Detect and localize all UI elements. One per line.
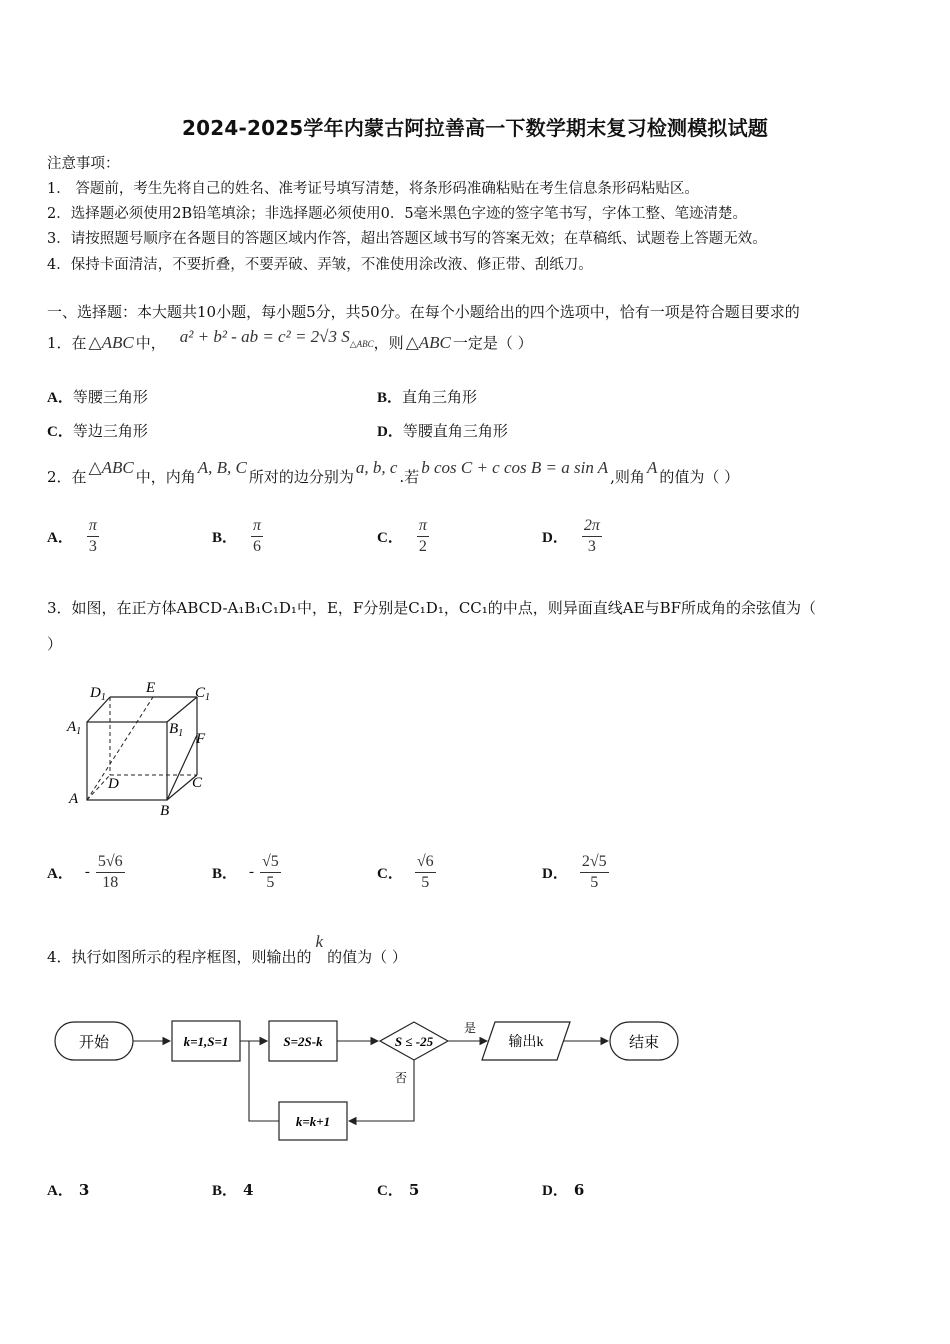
cube-figure [60,675,230,820]
notice-item: 1． 答题前，考生先将自己的姓名、准考证号填写清楚，将条形码准确粘贴在考生信息条形码粘贴区。 [47,181,699,197]
label-a: A [69,791,79,807]
q3-option-b: B． - $\frac{√5}{5}$ [212,853,279,891]
q1-triangle-2: △ABC [405,332,451,352]
question-2: 2．在 △ABC 中，内角 A, B, C 所对的边分别为 a, b, c .若 b cos C + c cos B = a sin A ,则角 A 的值为（ ） [47,458,740,486]
q4-option-d: D． 6 [542,1181,585,1199]
q2-triangle: △ABC [88,458,134,477]
q1-option-c: C．等边三角形 [47,422,148,440]
q4-option-a: A． 3 [47,1181,90,1199]
q2-equation: b cos C + c cos B = a sin A [421,458,609,477]
q1-option-b: B．直角三角形 [377,388,478,406]
q4-option-c: C． 5 [377,1181,420,1199]
flow-update-label: S=2S-k [283,1034,323,1049]
q1-formula: a² + b² - ab = c² = 2√3 S [179,326,350,346]
question-1 [47,326,533,353]
q1-end: 一定是（ ） [452,334,533,352]
flow-end-label: 结束 [628,1035,660,1051]
label-e: E [146,680,156,696]
q2-option-b: B． $\frac{\pi}{6}$ [212,517,262,555]
label-b: B [160,803,170,819]
flow-output-label: 输出k [508,1035,544,1050]
question-3-line-1: 3．如图，在正方体ABCD-A₁B₁C₁D₁中，E，F分别是C₁D₁，CC₁的中点，则异面直线AE与BF所成角的余弦值为（ [47,599,817,617]
flowchart [50,1010,690,1150]
flow-init-label: k=1,S=1 [183,1034,229,1049]
q4-k: k [315,932,324,951]
q1-formula-sub: △ABC [349,339,374,349]
q2-sides: a, b, c [355,458,398,477]
q4-option-b: B． 4 [212,1181,254,1199]
flow-no-label: 否 [394,1071,408,1085]
q1-num: 1．在 [47,334,87,352]
label-d: D [108,776,119,792]
q1-option-a: A．等腰三角形 [47,388,148,406]
flow-condition-label: S ≤ -25 [394,1034,434,1049]
q2-angle-a: A [646,458,658,477]
q3-option-d: D． $\frac{2√5}{5}$ [542,853,607,891]
notice-heading: 注意事项： [47,156,120,172]
notice-item: 3．请按照题号顺序在各题目的答题区域内作答，超出答题区域书写的答案无效；在草稿纸、试题卷上答题无效。 [47,231,767,247]
page-title: 2024-2025学年内蒙古阿拉善高一下数学期末复习检测模拟试题 [181,116,769,140]
question-4: 4．执行如图所示的程序框图，则输出的 k 的值为（ ） [47,932,407,966]
section-heading: 一、选择题：本大题共10小题，每小题5分，共50分。在每个小题给出的四个选项中，恰有一项是符合题目要求的 [47,303,800,321]
q1-mid: 中， [135,334,166,352]
flow-increment-label: k=k+1 [295,1114,331,1129]
q2-angles: A, B, C [197,458,247,477]
flow-yes-label: 是 [463,1021,477,1035]
q2-option-a: A． $\frac{\pi}{3}$ [47,517,97,555]
q2-option-d: D． $\frac{2\pi}{3}$ [542,517,600,555]
notice-item: 4．保持卡面清洁，不要折叠，不要弄破、弄皱，不准使用涂改液、修正带、刮纸刀。 [47,257,593,273]
q1-then: ，则 [373,334,404,352]
q2-option-c: C． $\frac{\pi}{2}$ [377,517,427,555]
q3-option-c: C． $\frac{√6}{5}$ [377,853,434,891]
label-b1: $B_1$ [169,721,184,739]
label-c: C [192,775,203,791]
q1-triangle: △ABC [88,332,134,352]
label-a1: $A_1$ [67,719,82,737]
question-3-line-2: ） [47,635,63,653]
label-f: F [196,731,206,747]
q1-option-d: D．等腰直角三角形 [377,422,508,440]
notice-item: 2．选择题必须使用2B铅笔填涂；非选择题必须使用0．5毫米黑色字迹的签字笔书写，字体工整、笔迹清楚。 [47,206,748,222]
label-d1: $D_1$ [90,685,106,703]
q3-option-a: A． - $\frac{5√6}{18}$ [47,853,123,891]
label-c1: $C_1$ [195,685,211,703]
flow-start-label: 开始 [78,1035,110,1051]
